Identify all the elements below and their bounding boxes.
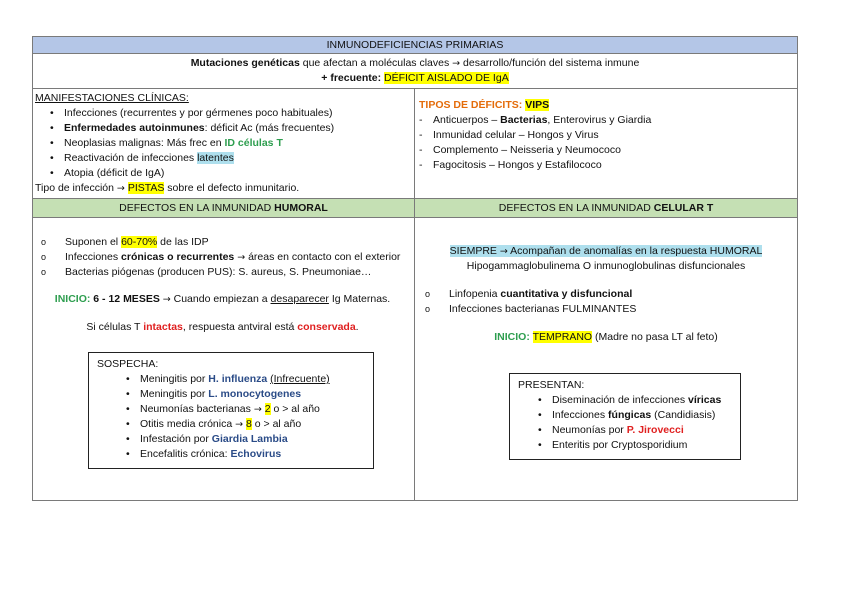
frecuente-label: + frecuente: bbox=[321, 72, 382, 84]
inicio-text: (Madre no pasa LT al feto) bbox=[592, 331, 718, 343]
arrow-icon: → bbox=[452, 58, 461, 69]
footer-highlight: PISTAS bbox=[127, 182, 165, 194]
siempre-text: Acompañan de anomalías en la respuesta HUMORAL bbox=[507, 245, 763, 257]
sospecha-box bbox=[88, 352, 374, 469]
list-item bbox=[419, 158, 793, 173]
list-item bbox=[39, 265, 406, 280]
list-item bbox=[64, 106, 410, 121]
antiviral-text: Si células T bbox=[86, 321, 144, 333]
list-item bbox=[552, 393, 732, 408]
list-item bbox=[552, 408, 732, 423]
item-text: Otitis media crónica bbox=[140, 418, 236, 430]
intro-line-2 bbox=[33, 71, 797, 86]
hipogamma-text: Hipogammaglobulinema O inmunoglobulinas disfuncionales bbox=[466, 260, 746, 272]
item-bold: crónicas o recurrentes bbox=[121, 251, 235, 263]
celular-header-text: DEFECTOS EN LA INMUNIDAD bbox=[498, 202, 654, 214]
list-item bbox=[64, 151, 410, 166]
intro-line-1 bbox=[33, 56, 797, 71]
list-item bbox=[140, 417, 365, 432]
list-item bbox=[64, 166, 410, 181]
item-text: de las IDP bbox=[157, 236, 209, 248]
list-item bbox=[423, 287, 789, 302]
arrow-icon: → bbox=[116, 183, 125, 194]
manifestaciones-cell bbox=[33, 89, 415, 198]
item-text: Diseminación de infecciones bbox=[552, 394, 688, 406]
list-item bbox=[140, 387, 365, 402]
humoral-list bbox=[39, 235, 406, 280]
list-item bbox=[64, 121, 410, 136]
item-bold: Enfermedades autoinmunes bbox=[64, 122, 205, 134]
item-text: : déficit Ac (más frecuentes) bbox=[204, 122, 335, 134]
list-item bbox=[419, 143, 793, 158]
manifestaciones-footer bbox=[35, 181, 410, 196]
arrow-icon: → bbox=[253, 404, 262, 415]
list-item bbox=[419, 128, 793, 143]
item-text: Complemento – Neisseria y Neumococo bbox=[433, 144, 621, 156]
presentan-list bbox=[518, 393, 732, 453]
list-item bbox=[419, 113, 793, 128]
antiviral-red: conservada bbox=[297, 321, 356, 333]
item-blue: L. monocytogenes bbox=[208, 388, 302, 400]
item-text: Suponen el bbox=[65, 236, 122, 248]
item-blue: H. influenza bbox=[208, 373, 268, 385]
manifestaciones-list bbox=[35, 106, 410, 181]
item-red: P. Jirovecci bbox=[626, 424, 684, 436]
item-bold: víricas bbox=[688, 394, 722, 406]
siempre-highlight bbox=[450, 245, 763, 257]
item-underline: (Infrecuente) bbox=[270, 373, 330, 385]
celular-list bbox=[423, 287, 789, 317]
list-item bbox=[140, 432, 365, 447]
item-text: áreas en contacto con el exterior bbox=[245, 251, 401, 263]
tipos-heading bbox=[419, 98, 793, 113]
item-bold: Bacterias bbox=[500, 114, 548, 126]
item-text: Infecciones bacterianas FULMINANTES bbox=[449, 303, 637, 315]
intro-bold: Mutaciones genéticas bbox=[190, 57, 300, 69]
item-text: Linfopenia bbox=[449, 288, 501, 300]
item-text: Meningitis por bbox=[140, 388, 209, 400]
main-table bbox=[32, 36, 798, 501]
list-item bbox=[552, 423, 732, 438]
antiviral-red: intactas bbox=[143, 321, 183, 333]
antiviral-text: . bbox=[355, 321, 359, 333]
item-text: o > al año bbox=[251, 418, 302, 430]
inicio-label: INICIO: bbox=[54, 293, 91, 305]
humoral-antiviral bbox=[39, 320, 406, 335]
footer-post: sobre el defecto inmunitario. bbox=[164, 182, 300, 194]
arrow-icon: → bbox=[235, 419, 244, 430]
list-item bbox=[39, 235, 406, 250]
humoral-header bbox=[33, 199, 415, 217]
manifestaciones-heading: MANIFESTACIONES CLÍNICAS: bbox=[35, 92, 189, 104]
celular-header-bold: CELULAR T bbox=[653, 202, 714, 214]
item-text: Inmunidad celular – Hongos y Virus bbox=[433, 129, 599, 141]
item-text: , Enterovirus y Giardia bbox=[547, 114, 652, 126]
inicio-text: Cuando empiezan a bbox=[170, 293, 271, 305]
siempre-text: SIEMPRE bbox=[449, 245, 500, 257]
celular-siempre bbox=[423, 244, 789, 259]
arrow-icon: → bbox=[499, 246, 508, 257]
footer-pre: Tipo de infección bbox=[35, 182, 117, 194]
item-text: Enteritis por Cryptosporidium bbox=[552, 439, 688, 451]
presentan-box bbox=[509, 373, 741, 460]
item-text: Infecciones bbox=[65, 251, 122, 263]
page-title bbox=[33, 37, 797, 54]
intro-end: desarrollo/función del sistema inmune bbox=[460, 57, 640, 69]
item-highlight: 2 bbox=[264, 403, 271, 415]
item-blue: Giardia Lambia bbox=[211, 433, 288, 445]
celular-cell bbox=[415, 218, 797, 500]
tipos-heading-highlight: VIPS bbox=[525, 99, 550, 111]
inicio-text: Ig Maternas. bbox=[328, 293, 391, 305]
list-item bbox=[64, 136, 410, 151]
item-text: Encefalitis crónica: bbox=[140, 448, 231, 460]
item-text: Fagocitosis – Hongos y Estafilococo bbox=[433, 159, 602, 171]
intro-rest: que afectan a moléculas claves bbox=[299, 57, 453, 69]
item-highlight: 60-70% bbox=[121, 236, 158, 248]
title-text: INMUNODEFICIENCIAS PRIMARIAS bbox=[326, 39, 504, 51]
manifestaciones-row bbox=[33, 89, 797, 199]
item-text: Neumonías bacterianas bbox=[140, 403, 254, 415]
item-text: (Candidiasis) bbox=[651, 409, 716, 421]
list-item bbox=[39, 250, 406, 265]
humoral-header-bold: HUMORAL bbox=[274, 202, 328, 214]
item-text: Bacterias piógenas (producen PUS): S. aureus, S. Pneumoniae… bbox=[65, 266, 372, 278]
item-text: Neoplasias malignas: Más frec en bbox=[64, 137, 225, 149]
item-bold: fúngicas bbox=[608, 409, 652, 421]
item-blue: Echovirus bbox=[230, 448, 282, 460]
item-text: Meningitis por bbox=[140, 373, 209, 385]
presentan-title: PRESENTAN: bbox=[518, 379, 585, 391]
list-item bbox=[140, 402, 365, 417]
humoral-inicio bbox=[39, 292, 406, 307]
item-text: o > al año bbox=[270, 403, 320, 415]
tipos-heading-label: TIPOS DE DÉFICITS: bbox=[419, 99, 523, 111]
frecuente-highlight: DÉFICIT AISLADO DE IgA bbox=[384, 72, 509, 84]
inicio-underline: desaparecer bbox=[270, 293, 329, 305]
item-text: Neumonías por bbox=[552, 424, 627, 436]
celular-header bbox=[415, 199, 797, 217]
arrow-icon: → bbox=[162, 294, 171, 305]
item-text: Anticuerpos – bbox=[433, 114, 501, 126]
sospecha-list bbox=[97, 372, 365, 462]
sospecha-title: SOSPECHA: bbox=[97, 358, 159, 370]
arrow-icon: → bbox=[237, 252, 246, 263]
item-text: Infecciones bbox=[552, 409, 609, 421]
item-highlight: 8 bbox=[246, 418, 252, 430]
list-item bbox=[423, 302, 789, 317]
antiviral-text: , respuesta antviral está bbox=[182, 321, 298, 333]
item-green: ID células T bbox=[224, 137, 283, 149]
item-bold: cuantitativa y disfuncional bbox=[500, 288, 633, 300]
inicio-label: INICIO: bbox=[494, 331, 530, 343]
item-text: Infecciones (recurrentes y por gérmenes poco habituales) bbox=[64, 107, 333, 119]
item-text: Reactivación de infecciones bbox=[64, 152, 198, 164]
celular-inicio bbox=[423, 330, 789, 345]
intro-section bbox=[33, 54, 797, 89]
list-item bbox=[140, 447, 365, 462]
item-text: Atopia (déficit de IgA) bbox=[64, 167, 165, 179]
tipos-list bbox=[419, 113, 793, 173]
humoral-cell bbox=[33, 218, 415, 500]
inicio-bold: 6 - 12 MESES bbox=[93, 293, 160, 305]
item-text: Infestación por bbox=[140, 433, 212, 445]
inicio-highlight: TEMPRANO bbox=[532, 331, 593, 343]
tipos-cell bbox=[415, 89, 797, 198]
defectos-header-row bbox=[33, 199, 797, 218]
list-item bbox=[140, 372, 365, 387]
defectos-body-row bbox=[33, 218, 797, 500]
item-highlight: latentes bbox=[197, 152, 234, 164]
list-item bbox=[552, 438, 732, 453]
humoral-header-text: DEFECTOS EN LA INMUNIDAD bbox=[119, 202, 275, 214]
